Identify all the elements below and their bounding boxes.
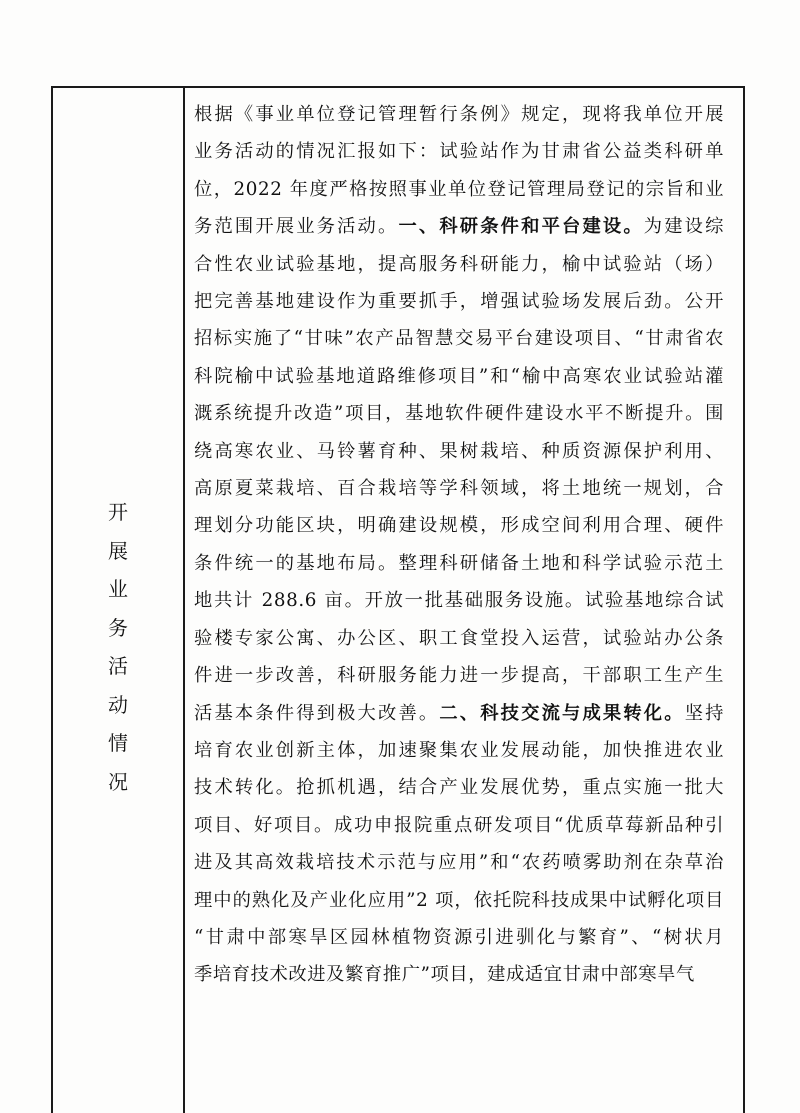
label-char: 情 bbox=[108, 731, 128, 755]
text-line bbox=[194, 433, 724, 470]
text-line bbox=[194, 695, 724, 732]
text-line bbox=[194, 283, 724, 320]
text-run: 条件统一的基地布局。整理科研储备土地和科学试验示范土 bbox=[194, 552, 724, 574]
text-line bbox=[194, 96, 724, 133]
text-run: 技术转化。抢抓机遇，结合产业发展优势，重点实施一批大 bbox=[194, 777, 724, 799]
text-run: 坚持 bbox=[684, 702, 725, 724]
text-line bbox=[194, 657, 724, 694]
text-run: 根据《事业单位登记管理暂行条例》规定，现将我单位开展 bbox=[194, 104, 724, 125]
label-char: 动 bbox=[108, 692, 128, 717]
text-line bbox=[194, 620, 724, 657]
text-run: 件进一步改善，科研服务能力进一步提高，干部职工生产生 bbox=[194, 665, 724, 687]
label-char: 务 bbox=[108, 615, 128, 640]
text-run: 理划分功能区块，明确建设规模，形成空间利用合理、硬件 bbox=[194, 515, 724, 537]
text-run: 验楼专家公寓、办公区、职工食堂投入运营，试验站办公条 bbox=[194, 627, 724, 649]
label-cell bbox=[53, 88, 183, 1113]
text-run: 理中的熟化及产业化应用”2 项，依托院科技成果中试孵化项目 bbox=[194, 889, 724, 911]
text-run: 进及其高效栽培技术示范与应用”和“农药喷雾助剂在杂草治 bbox=[194, 852, 724, 874]
column-divider bbox=[183, 86, 185, 1113]
report-paragraph bbox=[194, 96, 724, 994]
text-line bbox=[194, 395, 724, 432]
text-line bbox=[194, 844, 724, 881]
label-char: 业 bbox=[108, 577, 128, 601]
text-run: 绕高寒农业、马铃薯育种、果树栽培、种质资源保护利用、 bbox=[194, 440, 724, 462]
text-run: 把完善基地建设作为重要抓手，增强试验场发展后劲。公开 bbox=[194, 291, 724, 313]
text-run: “甘肃中部寒旱区园林植物资源引进驯化与繁育”、“树状月 bbox=[194, 926, 724, 948]
text-run: 业务活动的情况汇报如下：试验站作为甘肃省公益类科研单 bbox=[194, 141, 724, 163]
text-line bbox=[194, 320, 724, 357]
content-cell bbox=[194, 96, 724, 994]
text-line bbox=[194, 956, 724, 993]
text-line bbox=[194, 769, 724, 806]
text-line bbox=[194, 133, 724, 170]
text-run: 活基本条件得到极大改善。 bbox=[194, 702, 440, 724]
text-run: 位，2022 年度严格按照事业单位登记管理局登记的宗旨和业 bbox=[194, 178, 724, 200]
text-line bbox=[194, 470, 724, 507]
label-char: 开 bbox=[108, 500, 128, 524]
label-char: 况 bbox=[108, 769, 128, 794]
label-char: 展 bbox=[108, 538, 128, 563]
text-line bbox=[194, 807, 724, 844]
section-heading: 一、科研条件和平台建设。 bbox=[398, 216, 644, 238]
text-line bbox=[194, 882, 724, 919]
text-run: 培育农业创新主体，加速聚集农业发展动能，加快推进农业 bbox=[194, 739, 724, 761]
text-line bbox=[194, 545, 724, 582]
text-line bbox=[194, 919, 724, 956]
text-line bbox=[194, 358, 724, 395]
section-heading: 二、科技交流与成果转化。 bbox=[439, 702, 685, 724]
text-run: 科院榆中试验基地道路维修项目”和“榆中高寒农业试验站灌 bbox=[194, 365, 724, 387]
text-run: 高原夏菜栽培、百合栽培等学科领域，将土地统一规划，合 bbox=[194, 478, 724, 500]
text-run: 项目、好项目。成功申报院重点研发项目“优质草莓新品种引 bbox=[194, 814, 724, 836]
text-line bbox=[194, 171, 724, 208]
text-line bbox=[194, 582, 724, 619]
text-run: 季培育技术改进及繁育推广”项目，建成适宜甘肃中部寒旱气 bbox=[194, 964, 695, 986]
text-run: 地共计 288.6 亩。开放一批基础服务设施。试验基地综合试 bbox=[194, 590, 724, 612]
text-run: 务范围开展业务活动。 bbox=[194, 216, 399, 238]
text-run: 招标实施了“甘味”农产品智慧交易平台建设项目、“甘肃省农 bbox=[194, 328, 724, 350]
text-line bbox=[194, 208, 724, 245]
text-line bbox=[194, 507, 724, 544]
text-line bbox=[194, 732, 724, 769]
text-run: 溉系统提升改造”项目，基地软件硬件建设水平不断提升。围 bbox=[194, 403, 724, 425]
label-char: 活 bbox=[108, 654, 128, 678]
text-line bbox=[194, 246, 724, 283]
text-run: 合性农业试验基地，提高服务科研能力，榆中试验站（场） bbox=[194, 253, 724, 275]
row-label-vertical bbox=[53, 493, 183, 801]
text-run: 为建设综 bbox=[643, 216, 725, 238]
